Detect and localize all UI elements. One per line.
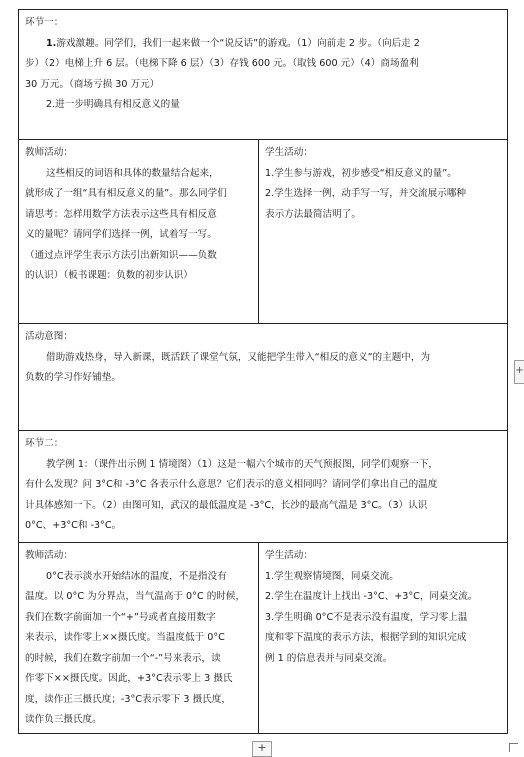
intent-heading: 活动意图： [25, 331, 73, 342]
teacher2-line: 的时候，我们在数字前加一个“-”号来表示，读 [25, 652, 221, 664]
intent-line1: 借助游戏热身，导入新课，既活跃了课堂气氛，又能把学生带入“相反的意义”的主题中，为 [46, 351, 431, 363]
student2-line: 2.学生在温度计上找出 -3°C、+3°C，同桌交流。 [265, 591, 478, 602]
student2-line: 例 1 的信息表并与同桌交流。 [265, 652, 393, 664]
student1-cell[interactable] [259, 140, 508, 324]
teacher2-line: 温度。以 0°C 为分界点，当气温高于 0°C 的时候， [25, 591, 246, 602]
teacher2-line: 我们在数字前面加一个“+”号或者直接用数字 [25, 611, 216, 623]
teacher1-line: 请思考：怎样用数学方法表示这些具有相反意 [25, 208, 217, 220]
section1-cell[interactable] [19, 10, 508, 140]
section1-line1-text: 游戏激趣。同学们，我们一起来做一个“说反话”的游戏。（1）向前走 2 步。（向后走 2 [56, 37, 420, 49]
student2-line: 1.学生观察情境图，同桌交流。 [265, 570, 399, 582]
student2-line: 3.学生明确 0°C不是表示没有温度，学习零上温 [265, 611, 468, 623]
section2-heading: 环节二： [25, 438, 64, 449]
teacher1-cell[interactable] [19, 140, 259, 324]
section1-line1 [25, 34, 501, 55]
section2-cell[interactable] [19, 431, 508, 543]
add-row-button[interactable]: + [252, 741, 272, 757]
teacher2-line: 0°C表示淡水开始结冰的温度，不是指没有 [46, 570, 227, 582]
student2-heading: 学生活动： [265, 550, 313, 561]
teacher1-line: 这些相反的词语和具体的数量结合起来， [46, 167, 219, 179]
teacher1-heading: 教师活动： [25, 147, 73, 158]
section1-item-number: 1. [46, 37, 57, 49]
add-column-handle[interactable]: + [514, 360, 524, 384]
student2-cell[interactable] [259, 543, 508, 734]
teacher1-line: 义的量呢？请同学们选择一例，试着写一写。 [25, 229, 217, 240]
student1-line: 表示方法最简洁明了。 [265, 208, 361, 220]
section2-line2: 有什么发现？问 3°C和 -3°C 各表示什么意思？它们表示的意义相同吗？请同学们拿出自己的温度 [25, 479, 438, 490]
teacher2-line: 度，读作正三摄氏度；-3°C表示零下 3 摄氏度， [25, 693, 231, 705]
section2-line1: 教学例 1：（课件出示例 1 情境图）（1）这是一幅六个城市的天气预报图，同学们观察一下， [46, 458, 439, 470]
teacher2-heading: 教师活动： [25, 550, 73, 561]
student1-line: 1.学生参与游戏，初步感受“相反意义的量”。 [265, 167, 457, 179]
teacher2-line: 来表示，读作零上××摄氏度。当温度低于 0°C [25, 632, 225, 643]
lesson-plan-table [18, 9, 508, 734]
student2-line: 度和零下温度的表示方法，根据学到的知识完成 [265, 632, 467, 643]
section2-line4: 0°C、+3°C和 -3°C。 [25, 520, 122, 531]
page-corner-mark [509, 743, 518, 752]
teacher1-line: 的认识）（板书课题：负数的初步认识） [25, 270, 193, 281]
section1-line3: 30 万元。（商场亏损 30 万元） [25, 78, 160, 90]
teacher1-line: （通过点评学生表示方法引出新知识——负数 [25, 249, 217, 261]
section1-heading: 环节一： [25, 17, 64, 28]
intent-cell[interactable] [19, 324, 508, 431]
teacher1-line: 就形成了一组“具有相反意义的量”。那么同学们 [25, 188, 227, 199]
teacher2-line: 作零下××摄氏度。因此，+3°C表示零上 3 摄氏 [25, 673, 233, 684]
section1-line4: 2.进一步明确具有相反意义的量 [46, 99, 180, 110]
intent-line2: 负数的学习作好铺垫。 [25, 372, 121, 383]
section2-line3: 计具体感知一下。（2）由图可知，武汉的最低温度是 -3°C，长沙的最高气温是 3°C。（3）认识 [25, 499, 428, 511]
section1-line2: 步）（2）电梯上升 6 层。（电梯下降 6 层）（3）存钱 600 元。（取钱 600 元）（4）商场盈利 [25, 58, 419, 69]
teacher2-cell[interactable] [19, 543, 259, 734]
student1-line: 2.学生选择一例，动手写一写，并交流展示哪种 [265, 188, 467, 199]
student1-heading: 学生活动： [265, 147, 313, 158]
teacher2-line: 读作负三摄氏度。 [25, 714, 102, 725]
